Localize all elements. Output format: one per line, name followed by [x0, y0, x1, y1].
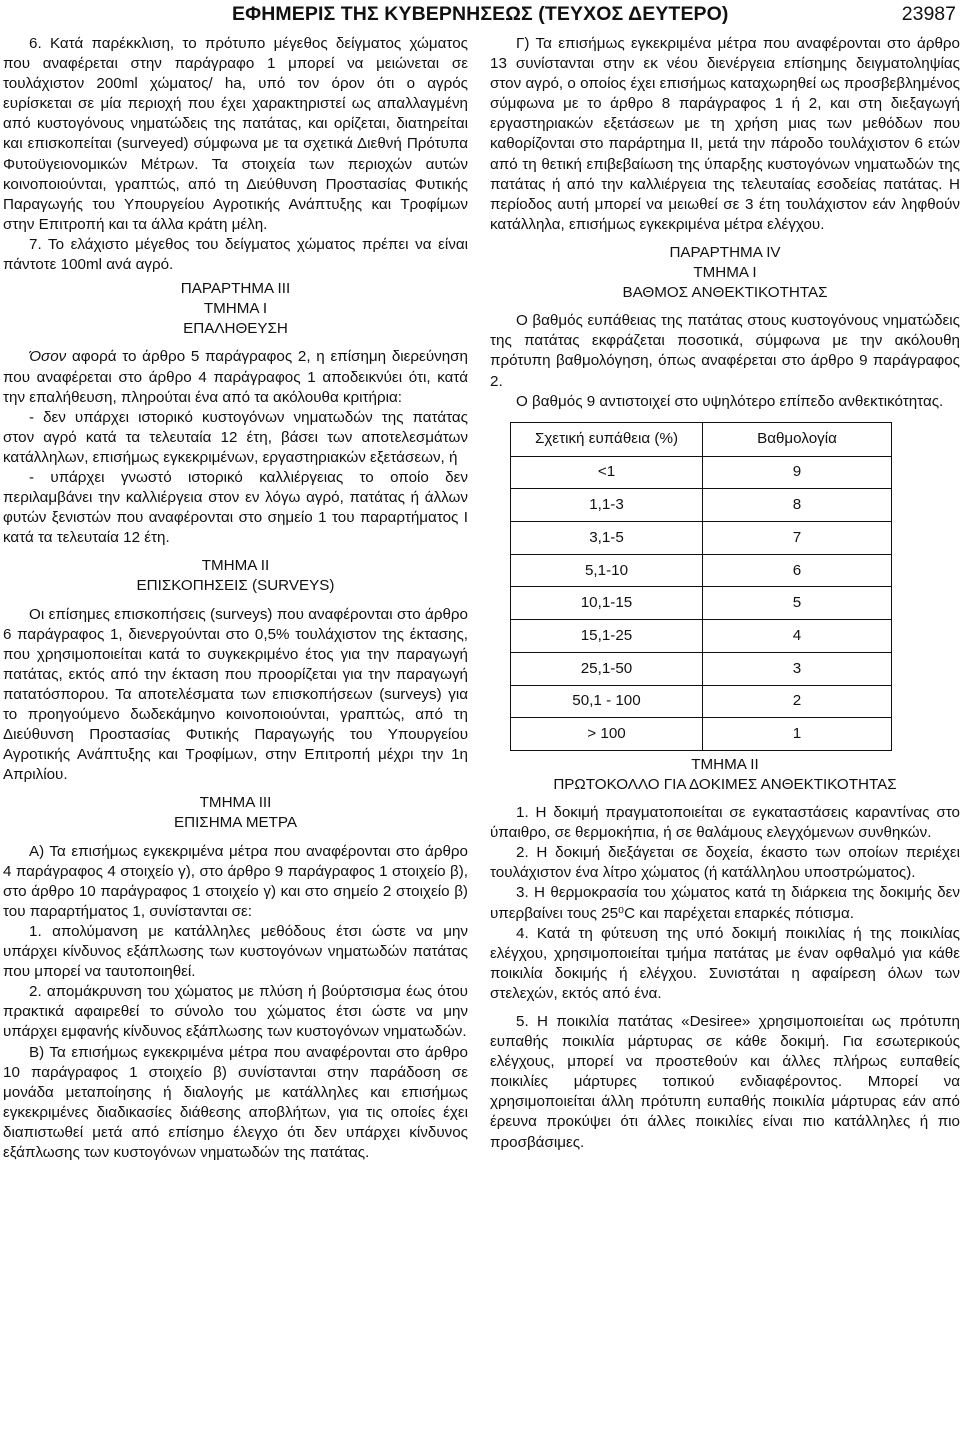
table-row [511, 685, 892, 718]
table-cell-susceptibility: 15,1-25 [511, 620, 703, 653]
annex-4-title: ΠΑΡΑΡΤΗΜΑ IV [669, 243, 781, 261]
annex-3-section-2-title: ΤΜΗΜΑ II [201, 557, 270, 575]
right-column [490, 34, 960, 1153]
table-cell-score: 1 [703, 718, 892, 751]
paragraph-7: 7. Το ελάχιστο μέγεθος του δείγματος χώματος πρέπει να είναι πάντοτε 100ml ανά αγρό. [3, 235, 468, 274]
annex-3-section-1-name: ΕΠΑΛΗΘΕΥΣΗ [183, 320, 288, 338]
table-cell-susceptibility: > 100 [511, 718, 703, 751]
table-cell-score: 4 [703, 620, 892, 653]
left-column [3, 34, 468, 1163]
table-header-score: Βαθμολογία [703, 422, 892, 456]
resistance-score-table [510, 422, 892, 751]
annex-3-section-3-name: ΕΠΙΣΗΜΑ ΜΕΤΡΑ [173, 814, 298, 832]
table-row [511, 522, 892, 555]
table-cell-susceptibility: 5,1-10 [511, 554, 703, 587]
table-row [511, 718, 892, 751]
resistance-paragraph-1: Ο βαθμός ευπάθειας της πατάτας στους κυστογόνους νηματώδεις της πατάτας εκφράζεται ποσοτικά, σύμφωνα με την ακόλουθη πρότυπη βαθμολόγηση, όπως αναφέρεται στο άρθρο 9 παράγραφος 2. [490, 312, 960, 390]
verification-lead-word: Όσον [29, 348, 67, 366]
protocol-item-3: 3. Η θερμοκρασία του χώματος κατά τη διάρκεια της δοκιμής δεν υπερβαίνει τους 25⁰C και παρέχεται επαρκές πότισμα. [490, 884, 960, 922]
table-cell-score: 3 [703, 652, 892, 685]
official-measures-c: Γ) Τα επισήμως εγκεκριμένα μέτρα που αναφέρονται στο άρθρο 13 συνίστανται στην εκ νέου διενέργεια επίσημης δειγματοληψίας στον αγρό, ο οποίος έχει επισήμως καταχωρηθεί ως προσβεβλημένος σύμφωνα με το άρθρο 8 παράγραφος 1 ή 2, και στη διεξαγωγή εργαστηριακών εξετάσεων με τη χρήση μιας των μεθόδων που καθορίζονται στο παράρτημα II, μετά την πάροδο τουλάχιστον 6 ετών από τη θετική επιβεβαίωση της ύπαρξης κυστογόνων νηματωδών της πατάτας ή από την καλλιέργεια της τελευταίας εσοδείας πατάτας. Η περίοδος αυτή μπορεί να μειωθεί σε 3 έτη τουλάχιστον εάν ληφθούν κατάλληλα, επισήμως εγκεκριμένα μέτρα ελέγχου. [490, 35, 960, 233]
annex-3-title: ΠΑΡΑΡΤΗΜΑ III [180, 280, 291, 298]
official-measures-a-1: 1. απολύμανση με κατάλληλες μεθόδους έτσι ώστε να μην υπάρχει κίνδυνος εξάπλωσης των κυστογόνων νηματωδών πατάτας που μπορεί να ταυτοποιηθεί. [3, 922, 468, 981]
table-cell-susceptibility: 3,1-5 [511, 522, 703, 555]
table-cell-score: 6 [703, 554, 892, 587]
protocol-item-1: 1. Η δοκιμή πραγματοποιείται σε εγκαταστάσεις καραντίνας στο ύπαιθρο, σε θερμοκήπια, ή σε θαλάμους ελεγχόμενων συνθηκών. [490, 804, 960, 842]
protocol-item-5: 5. Η ποικιλία πατάτας «Desiree» χρησιμοποιείται ως πρότυπη ευπαθής ποικιλία μάρτυρας σε κάθε δοκιμή. Για εσωτερικούς ελέγχους, μπορεί να προστεθούν και άλλες πλήρως ευπαθείς ποικιλίες μάρτυρες τοπικού ενδιαφέροντος. Μπορεί να χρησιμοποιείται άλλη πρότυπη ευπαθής ποικιλία μάρτυρας εάν από έρευνα προκύψει ότι άλλες ποικιλίες είναι πιο κατάλληλες ή πιο προσβάσιμες. [490, 1013, 960, 1151]
table-row [511, 652, 892, 685]
verification-text: αφορά το άρθρο 5 παράγραφος 2, η επίσημη διερεύνηση που αναφέρεται στο άρθρο 4 παράγραφος 1 αποδεικνύει ότι, κατά την επαλήθευση, πληρούται ένα από τα ακόλουθα κριτήρια: [3, 348, 468, 406]
table-cell-score: 8 [703, 489, 892, 522]
table-cell-score: 9 [703, 456, 892, 489]
table-header-susceptibility: Σχετική ευπάθεια (%) [511, 422, 703, 456]
table-cell-susceptibility: 1,1-3 [511, 489, 703, 522]
paragraph-6: 6. Κατά παρέκκλιση, το πρότυπο μέγεθος δείγματος χώματος που αναφέρεται στην παράγραφο 1 μπορεί να μειώνεται σε τουλάχιστον 200ml χώματος/ ha, υπό τον όρον ότι ο αγρός ευρίσκεται σε μία περιοχή που έχει χαρακτηριστεί ως απαλλαγμένη από κυστογόνους νηματώδεις της πατάτας, και ορίζεται, διατηρείται και επισκοπείται (surveyed) σύμφωνα με τα σχετικά Διεθνή Πρότυπα Φυτοϋγειονομικών Μέτρων. Τα στοιχεία των περιοχών αυτών κοινοποιούνται, γραπτώς, από τη Διεύθυνση Προστασίας Φυτικής Παραγωγής του Υπουργείου Αγροτικής Ανάπτυξης και Τροφίμων στην Επιτροπή και τα άλλα κράτη μέλη. [3, 35, 468, 233]
verification-criterion-1: - δεν υπάρχει ιστορικό κυστογόνων νηματωδών της πατάτας στον αγρό κατά τα τελευταία 12 έτη, βάσει των αποτελεσμάτων κατάλληλων, επισήμως εγκεκριμένων, εργαστηριακών εξετάσεων, ή [3, 408, 468, 466]
annex-4-section-2-title: ΤΜΗΜΑ II [691, 755, 759, 773]
annex-3-section-2-name: ΕΠΙΣΚΟΠΗΣΕΙΣ (SURVEYS) [136, 577, 335, 595]
annex-3-section-3-title: ΤΜΗΜΑ III [199, 794, 272, 812]
protocol-item-4: 4. Κατά τη φύτευση της υπό δοκιμή ποικιλίας ή της ποικιλίας ελέγχου, χρησιμοποιείται τμήμα πατάτας με έναν οφθαλμό για κάθε ποικιλία δοκιμής ή ελέγχου. Συνιστάται η αφαίρεση όλων των στελεχών, εκτός από ένα. [490, 924, 960, 1002]
table-cell-score: 5 [703, 587, 892, 620]
protocol-item-2: 2. Η δοκιμή διεξάγεται σε δοχεία, έκαστο των οποίων περιέχει τουλάχιστον ένα λίτρο χώματος (ή κατάλληλου υποστρώματος). [490, 844, 960, 882]
table-cell-susceptibility: <1 [511, 456, 703, 489]
annex-3-section-1-title: ΤΜΗΜΑ I [203, 300, 268, 318]
annex-4-section-1-title: ΤΜΗΜΑ I [693, 264, 757, 282]
table-row [511, 489, 892, 522]
table-cell-susceptibility: 50,1 - 100 [511, 685, 703, 718]
table-cell-susceptibility: 10,1-15 [511, 587, 703, 620]
table-cell-score: 2 [703, 685, 892, 718]
gazette-title: ΕΦΗΜΕΡΙΣ ΤΗΣ ΚΥΒΕΡΝΗΣΕΩΣ (ΤΕΥΧΟΣ ΔΕΥΤΕΡΟ) [232, 3, 729, 25]
annex-4-section-2-name: ΠΡΩΤΟΚΟΛΛΟ ΓΙΑ ΔΟΚΙΜΕΣ ΑΝΘΕΚΤΙΚΟΤΗΤΑΣ [553, 775, 897, 793]
annex-4-section-1-name: ΒΑΘΜΟΣ ΑΝΘΕΚΤΙΚΟΤΗΤΑΣ [622, 284, 828, 302]
page-number: 23987 [901, 3, 956, 25]
table-row [511, 587, 892, 620]
official-measures-a: Α) Τα επισήμως εγκεκριμένα μέτρα που αναφέρονται στο άρθρο 4 παράγραφος 4 στοιχείο γ), στο άρθρο 9 παράγραφος 1 στοιχείο β), στο άρθρο 10 παράγραφος 1 στοιχείο γ) και στο σημείο 2 στοιχείο β) του παραρτήματος 1, συνίστανται σε: [3, 842, 468, 920]
verification-criterion-2: - υπάρχει γνωστό ιστορικό καλλιέργειας το οποίο δεν περιλαμβάνει την καλλιέργεια στον εν λόγω αγρό, πατάτας ή άλλων φυτών ξενιστών που αναφέρονται στο σημείο 1 του παραρτήματος I κατά τα τελευταία 12 έτη. [3, 468, 468, 547]
verification-paragraph [3, 347, 468, 407]
resistance-paragraph-2: Ο βαθμός 9 αντιστοιχεί στο υψηλότερο επίπεδο ανθεκτικότητας. [516, 392, 944, 410]
table-cell-score: 7 [703, 522, 892, 555]
table-cell-susceptibility: 25,1-50 [511, 652, 703, 685]
table-header-row [511, 422, 892, 456]
table-row [511, 456, 892, 489]
table-row [511, 620, 892, 653]
table-row [511, 554, 892, 587]
official-measures-b: Β) Τα επισήμως εγκεκριμένα μέτρα που αναφέρονται στο άρθρο 10 παράγραφος 1 στοιχείο β) συνίστανται στην παράδοση σε μονάδα μεταποίησης ή διαλογής με κατάλληλες και επισήμως εγκεκριμένες διαδικασίες διάθεσης αποβλήτων, για τις οποίες έχει διαπιστωθεί μετά από επίσημο έλεγχο ότι δεν υπάρχει κίνδυνος εξάπλωσης των κυστογόνων νηματωδών της πατάτας. [3, 1043, 468, 1161]
official-measures-a-2: 2. απομάκρυνση του χώματος με πλύση ή βούρτσισμα έως ότου πρακτικά αφαιρεθεί το σύνολο του χώματος έτσι ώστε να μην υπάρχει εμφανής κίνδυνος εξάπλωσης των κυστογόνων νηματωδών. [3, 983, 468, 1041]
surveys-paragraph: Οι επίσημες επισκοπήσεις (surveys) που αναφέρονται στο άρθρο 6 παράγραφος 1, διενεργούνται στο 0,5% τουλάχιστον της έκτασης, που χρησιμοποιείται κατά το συγκεκριμένο έτος για την παραγωγή πατάτας, εκτός από την έκταση που προορίζεται για την παραγωγή πατατόσπορου. Τα αποτελέσματα των επισκοπήσεων (surveys) για το προηγούμενο δωδεκάμηνο κοινοποιούνται, γραπτώς, από τη Διεύθυνση Προστασίας Φυτικής Παραγωγής του Υπουργείου Αγροτικής Ανάπτυξης και Τροφίμων, στην Επιτροπή μέχρι την 1η Απριλίου. [3, 605, 468, 784]
page-header [0, 0, 960, 34]
